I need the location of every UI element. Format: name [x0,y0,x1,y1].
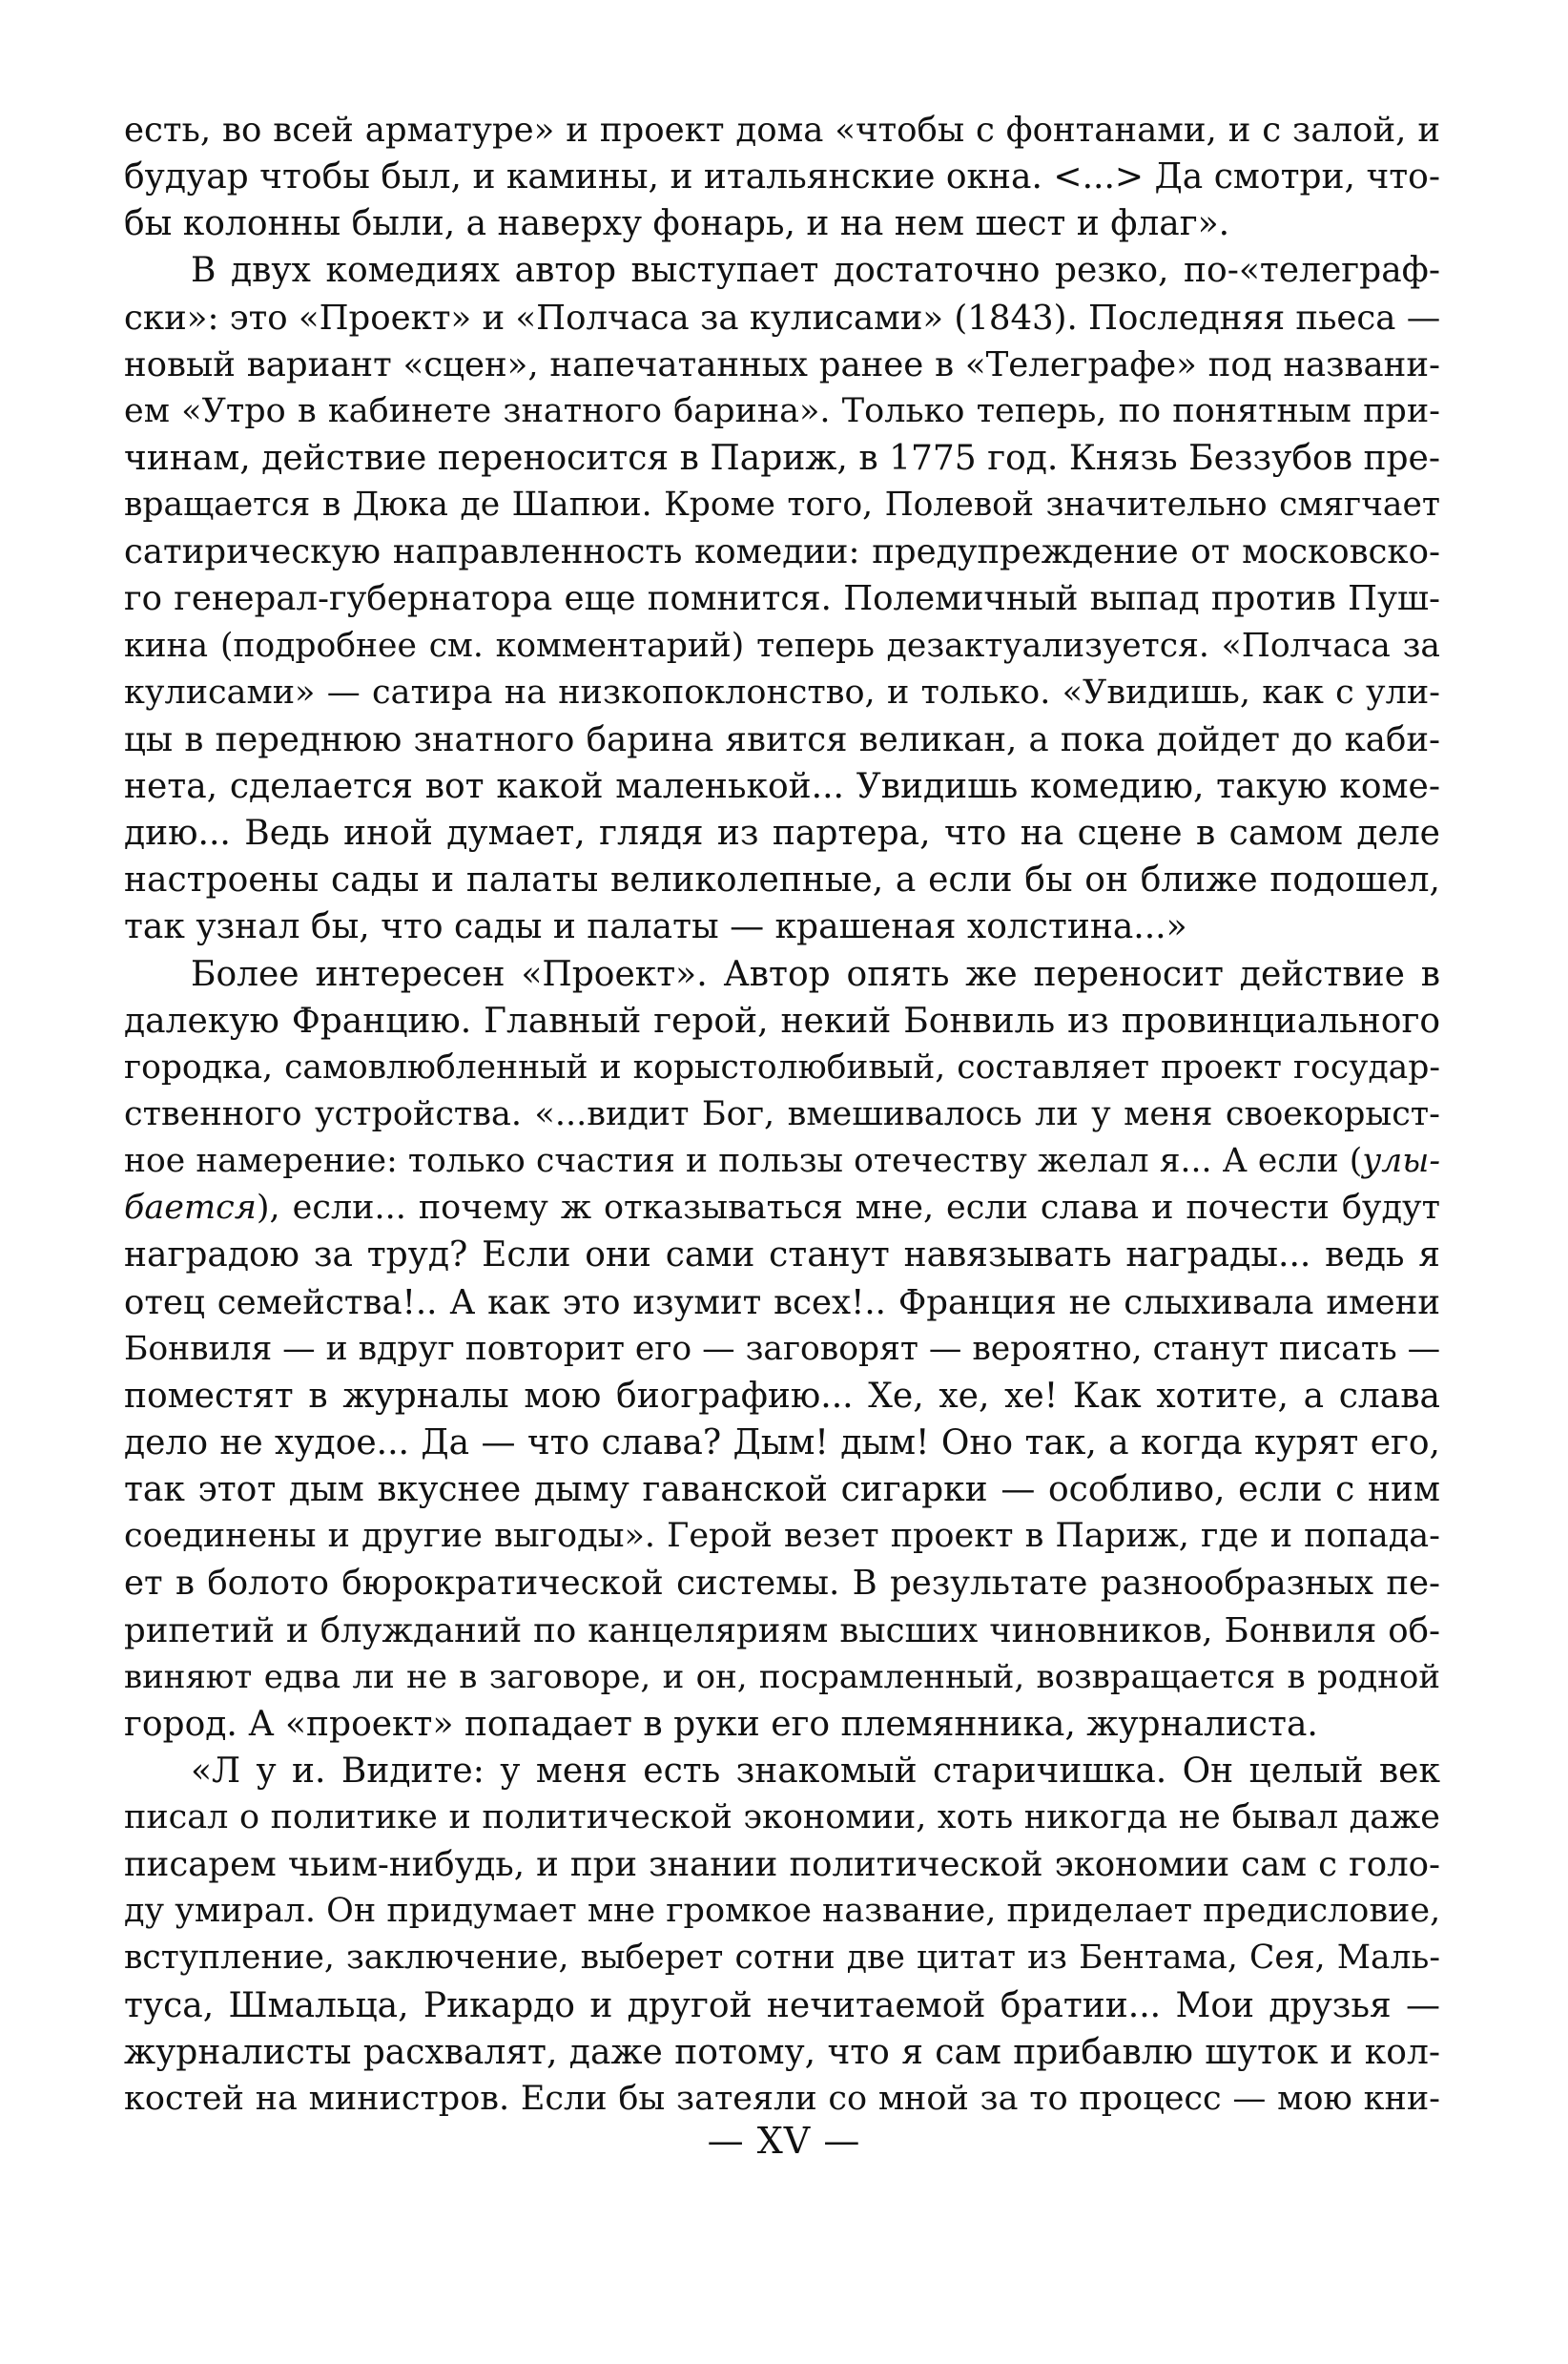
text-line: дию... Ведь иной думает, глядя из партера, что на сцене в самом деле [124,814,1440,854]
text-line: кулисами» — сатира на низкопоклонство, и только. «Увидишь, как с ули- [124,673,1440,712]
paragraph [124,1748,1440,2123]
text-line: бы колонны были, а наверху фонарь, и на нем шест и флаг». [124,204,1230,244]
text-line: писал о политике и политической экономии, хоть никогда не бывал даже [124,1798,1440,1837]
text-line: Более интересен «Проект». Автор опять же переносит действие в [191,954,1440,994]
text-line: журналисты расхвалят, даже потому, что я сам прибавлю шуток и кол- [124,2032,1440,2072]
text-line: город. А «проект» попадает в руки его племянника, журналиста. [124,1704,1318,1744]
text-line: городка, самовлюбленный и корыстолюбивый, составляет проект государ- [124,1047,1440,1087]
text-line: ное намерение: только счастия и пользы отечеству желал я... А если (улы- [124,1142,1440,1181]
text-line: Бонвиля — и вдруг повторит его — заговорят — вероятно, станут писать — [124,1329,1441,1368]
text-line: рипетий и блужданий по канцеляриям высших чиновников, Бонвиля об- [124,1610,1440,1650]
paragraph [124,951,1440,1748]
text-line: ственного устройства. «...видит Бог, вмешивалось ли у меня своекорыст- [124,1094,1440,1133]
text-line: так этот дым вкуснее дыму гаванской сигарки — особливо, если с ним [124,1470,1440,1510]
text-line: костей на министров. Если бы затеяли со мной за то процесс — мою кни- [124,2079,1440,2118]
text-line: будуар чтобы был, и камины, и итальянские окна. <...> Да смотри, что- [124,157,1440,197]
text-line: соединены и другие выгоды». Герой везет проект в Париж, где и попада- [124,1517,1440,1556]
text-line: вступление, заключение, выберет сотни две цитат из Бентама, Сея, Маль- [124,1939,1440,1978]
body-text [124,107,1440,2123]
text-line: го генерал-губернатора еще помнится. Полемичный выпад против Пуш- [124,579,1440,619]
text-line: «Л у и. Видите: у меня есть знакомый старичишка. Он целый век [191,1751,1440,1791]
text-line: дело не худое... Да — что слава? Дым! дым! Оно так, а когда курят его, [124,1422,1440,1462]
text-line: писарем чьим-нибудь, и при знании политической экономии сам с голо- [124,1845,1440,1885]
text-line: далекую Францию. Главный герой, некий Бонвиль из провинциального [124,1001,1440,1041]
paragraph [124,247,1440,950]
text-line: так узнал бы, что сады и палаты — крашеная холстина...» [124,907,1187,947]
text-line: есть, во всей арматуре» и проект дома «чтобы с фонтанами, и с залой, и [124,111,1440,150]
text-line: настроены сады и палаты великолепные, а если бы он ближе подошел, [124,861,1440,901]
text-line: бается), если... почему ж отказываться мне, если слава и почести будут [124,1189,1440,1228]
text-line: поместят в журналы мою биографию... Хе, хе, хе! Как хотите, а слава [124,1376,1440,1416]
text-line: В двух комедиях автор выступает достаточно резко, по-«телеграф- [191,251,1440,291]
text-line: наградою за труд? Если они сами станут навязывать награды... ведь я [124,1235,1440,1275]
text-line: ду умирал. Он придумает мне громкое название, приделает предисловие, [124,1892,1441,1931]
text-line: виняют едва ли не в заговоре, и он, посрамленный, возвращается в родной [124,1657,1440,1696]
page-number: — XV — [707,2120,861,2162]
paragraph [124,107,1440,247]
text-line: ем «Утро в кабинете знатного барина». Только теперь, по понятным при- [124,391,1440,430]
text-line: туса, Шмальца, Рикардо и другой нечитаемой братии... Мои друзья — [124,1985,1440,2025]
text-line: отец семейства!.. А как это изумит всех!.. Франция не слыхивала имени [124,1282,1440,1322]
text-line: новый вариант «сцен», напечатанных ранее в «Телеграфе» под названи- [124,344,1440,384]
text-line: вращается в Дюка де Шапюи. Кроме того, Полевой значительно смягчает [124,486,1440,525]
text-line: кина (подробнее см. комментарий) теперь дезактуализуется. «Полчаса за [124,626,1440,665]
text-line: ет в болото бюрократической системы. В результате разнообразных пе- [124,1564,1440,1604]
text-line: чинам, действие переносится в Париж, в 1775 год. Князь Беззубов пре- [124,438,1440,478]
text-line: сатирическую направленность комедии: предупреждение от московско- [124,532,1440,572]
text-line: ски»: это «Проект» и «Полчаса за кулисами» (1843). Последняя пьеса — [124,298,1441,338]
text-line: нета, сделается вот какой маленькой... Увидишь комедию, такую коме- [124,766,1440,806]
text-line: цы в переднюю знатного барина явится великан, а пока дойдет до каби- [124,719,1440,759]
